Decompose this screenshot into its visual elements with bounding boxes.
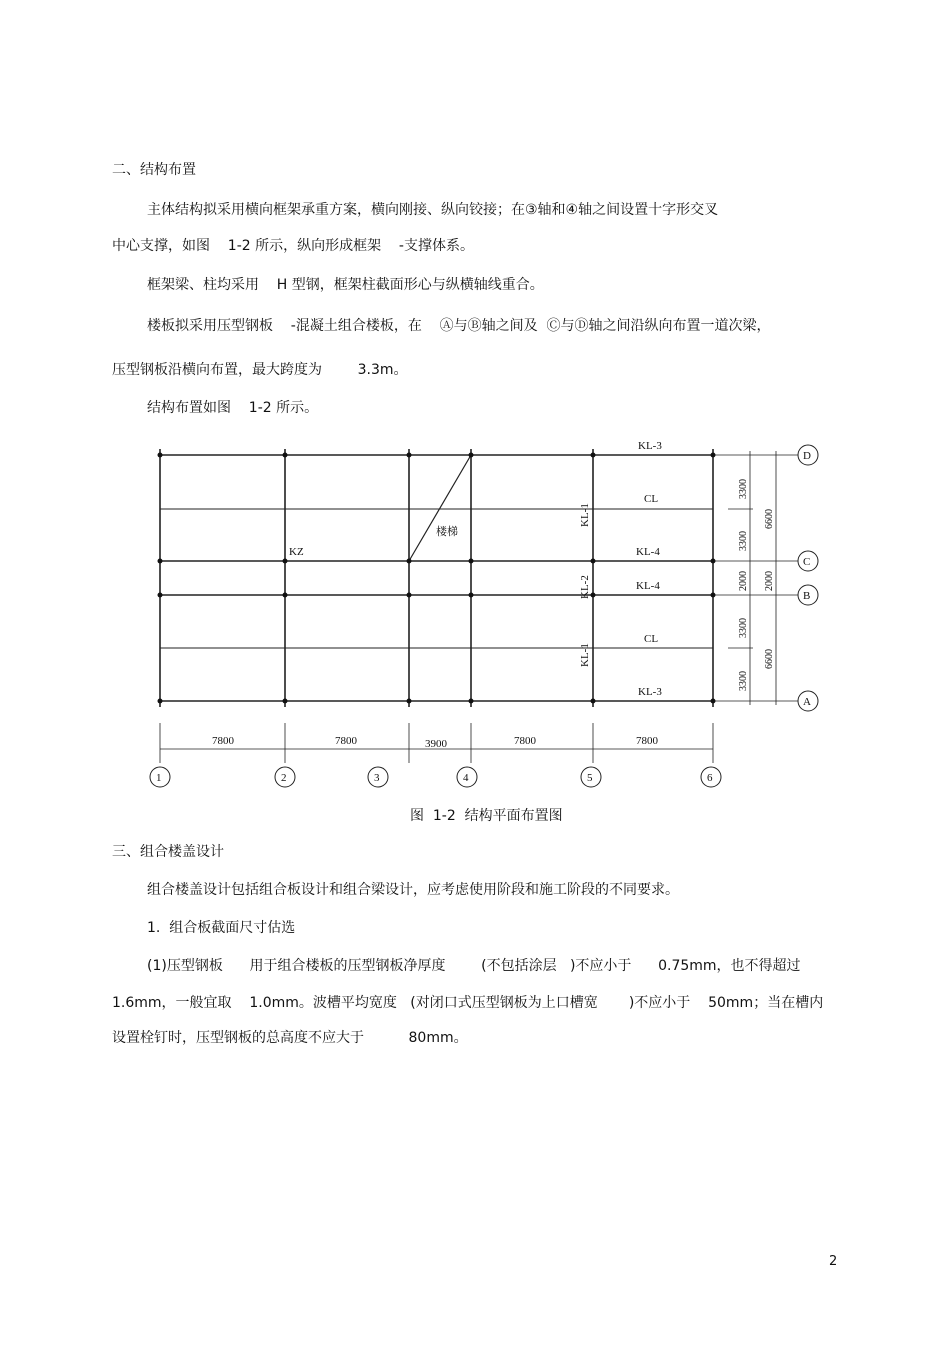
paragraph-line: 中心支撑，如图 1-2 所示，纵向形成框架 -支撑体系。 [112, 238, 474, 254]
paragraph-line: 框架梁、柱均采用 H 型钢，框架柱截面形心与纵横轴线重合。 [147, 277, 544, 293]
span-dim: 7800 [335, 735, 357, 747]
dim-2000: 2000 [738, 571, 749, 591]
paragraph-line: 1.6mm，一般宜取 1.0mm。波槽平均宽度 (对闭口式压型钢板为上口槽宽 )不应小于 50mm；当在槽内 [112, 995, 824, 1011]
paragraph-line: 组合楼盖设计包括组合板设计和组合梁设计，应考虑使用阶段和施工阶段的不同要求。 [147, 882, 679, 898]
span-dim: 7800 [212, 735, 234, 747]
paragraph-line: 主体结构拟采用横向框架承重方案，横向刚接、纵向铰接；在③轴和④轴之间设置十字形交叉 [147, 202, 719, 218]
subheading: 1. 组合板截面尺寸估选 [147, 920, 296, 936]
beam-label-kl3-top: KL-3 [638, 440, 662, 452]
axis-label-a: A [803, 696, 811, 708]
dim-3300: 3300 [738, 531, 749, 551]
paragraph-line: 结构布置如图 1-2 所示。 [147, 400, 319, 416]
dim-3300: 3300 [738, 479, 749, 499]
span-dim: 7800 [514, 735, 536, 747]
axis-label-4: 4 [463, 772, 469, 784]
axis-label-c: C [803, 556, 811, 568]
beam-label-kl1-upper: KL-1 [579, 503, 591, 527]
dim-6600: 6600 [764, 509, 775, 529]
beam-label-kl1-lower: KL-1 [579, 643, 591, 667]
axis-label-3: 3 [374, 772, 380, 784]
column-joints [158, 453, 716, 704]
beam-label-kl4-lower: KL-4 [636, 580, 660, 592]
beam-label-kl4-upper: KL-4 [636, 546, 660, 558]
paragraph-line: (1)压型钢板 用于组合楼板的压型钢板净厚度 (不包括涂层 )不应小于 0.75mm，也不得超过 [147, 958, 801, 974]
axis-label-b: B [803, 590, 811, 602]
axis-label-d: D [803, 450, 811, 462]
section-3-heading: 三、组合楼盖设计 [112, 844, 224, 860]
span-dim: 3900 [425, 738, 447, 750]
span-dim: 7800 [636, 735, 658, 747]
dim-3300: 3300 [738, 671, 749, 691]
column-label-kz: KZ [289, 546, 304, 558]
beam-label-cl-bottom: CL [644, 633, 659, 645]
beam-label-kl3-bottom: KL-3 [638, 686, 662, 698]
axis-label-6: 6 [707, 772, 713, 784]
figure-caption: 图 1-2 结构平面布置图 [410, 808, 563, 824]
beam-label-kl2: KL-2 [579, 575, 591, 599]
page-number: 2 [829, 1254, 838, 1269]
dim-2000: 2000 [764, 571, 775, 591]
paragraph-line: 压型钢板沿横向布置，最大跨度为 3.3m。 [112, 362, 408, 378]
stair-diagonal [409, 455, 471, 561]
structure-plan-drawing [148, 433, 826, 795]
axis-label-1: 1 [156, 772, 162, 784]
beam-label-cl-top: CL [644, 493, 659, 505]
axis-label-5: 5 [587, 772, 593, 784]
stair-label: 楼梯 [436, 525, 458, 538]
paragraph-line: 设置栓钉时，压型钢板的总高度不应大于 80mm。 [112, 1030, 468, 1046]
dim-3300: 3300 [738, 618, 749, 638]
paragraph-line: 楼板拟采用压型钢板 -混凝土组合楼板，在 Ⓐ与Ⓑ轴之间及 Ⓒ与Ⓓ轴之间沿纵向布置一道次梁， [147, 318, 771, 334]
section-2-heading: 二、结构布置 [112, 162, 196, 178]
dim-6600: 6600 [764, 649, 775, 669]
axis-label-2: 2 [281, 772, 287, 784]
